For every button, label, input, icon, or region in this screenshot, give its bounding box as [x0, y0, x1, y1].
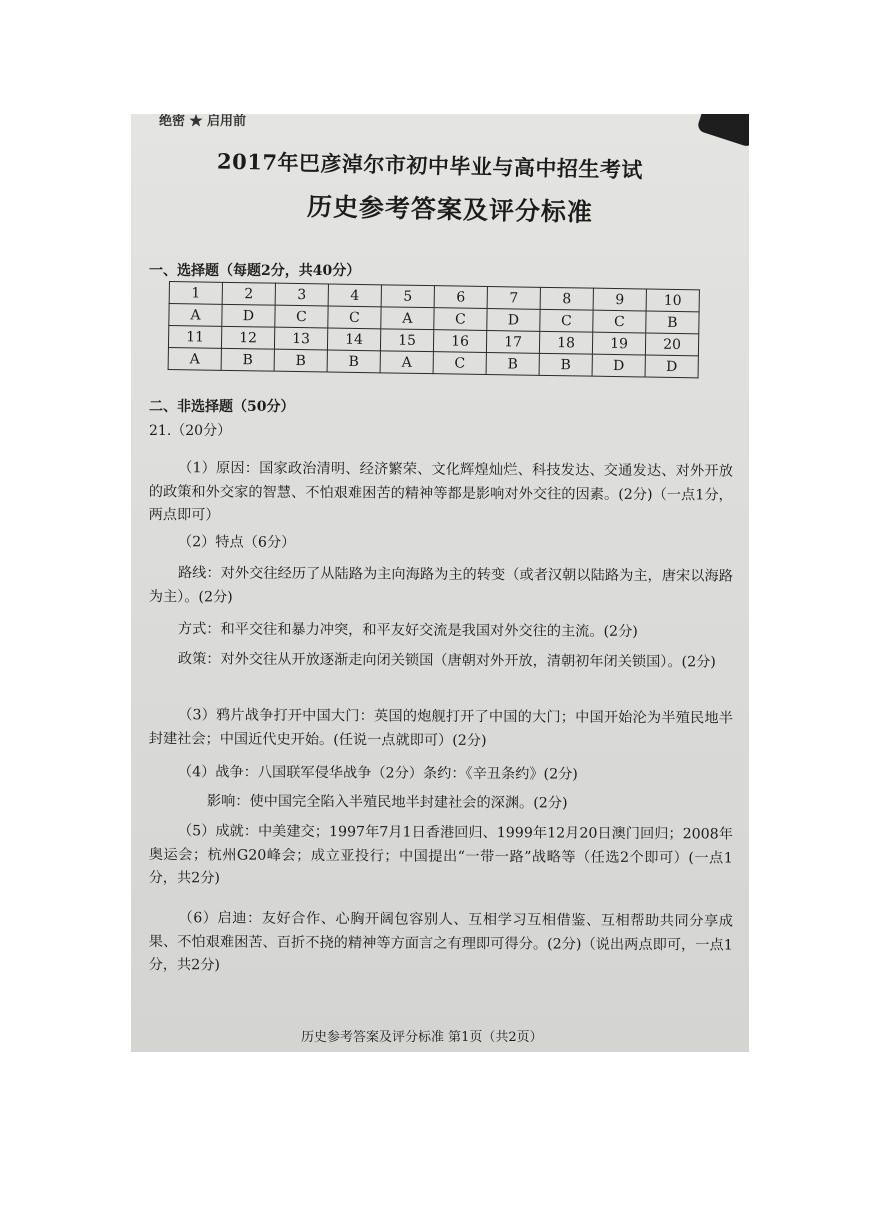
answer-table-cell: A: [381, 307, 434, 330]
answer-table-cell: 20: [645, 333, 698, 356]
answer-table: [168, 281, 700, 378]
answer-table-cell: 14: [327, 328, 380, 351]
answer-table-cell: 15: [380, 329, 433, 352]
answer-table-cell: 12: [221, 326, 274, 349]
answer-table-cell: 16: [433, 330, 486, 353]
answer-table-cell: D: [222, 304, 275, 327]
answer-table-cell: B: [327, 350, 380, 373]
paragraph-10: （6）启迪：友好合作、心胸开阔包容别人、互相学习互相借鉴、互相帮助共同分享成果、不怕艰难困苦、百折不挠的精神等方面言之有理即可得分。(2分)（说出两点即可，一点1分，共2分): [148, 910, 733, 974]
answer-table-cell: 13: [274, 327, 327, 350]
section2-heading: 二、非选择题（50分）: [149, 399, 295, 415]
answer-table-cell: 4: [328, 284, 381, 307]
answer-table-cell: 7: [487, 287, 540, 310]
answer-table-cell: C: [434, 308, 487, 331]
paragraph-6: （3）鸦片战争打开中国大门：英国的炮舰打开了中国的大门；中国开始沦为半殖民地半封建社会；中国近代史开始。(任说一点就即可）(2分): [148, 707, 733, 749]
answer-table-cell: 5: [381, 285, 434, 308]
paragraph-7: （4）战争：八国联军侵华战争（2分）条约：《辛丑条约》(2分): [177, 764, 578, 783]
answer-table-cell: B: [274, 349, 327, 372]
document-subtitle: 历史参考答案及评分标准: [306, 192, 594, 227]
answer-table-cell: 3: [275, 283, 328, 306]
paragraph-2: （2）特点（6分）: [177, 534, 296, 551]
exam-answer-photo: [131, 114, 749, 1052]
answer-table-cell: 8: [540, 287, 593, 310]
answer-table-cell: B: [486, 352, 539, 375]
document-title: 2017年巴彦淖尔市初中毕业与高中招生考试: [216, 148, 644, 183]
answer-table-cell: B: [221, 348, 274, 371]
answer-table-cell: C: [593, 310, 646, 333]
answer-table-cell: 19: [592, 332, 645, 355]
answer-table-cell: 6: [434, 286, 487, 309]
answer-table-cell: D: [645, 355, 698, 378]
answer-table-cell: D: [592, 354, 645, 377]
answer-table-cell: 2: [222, 282, 275, 305]
answer-table-cell: C: [328, 306, 381, 329]
paragraph-8: 影响：使中国完全陷入半殖民地半封建社会的深渊。(2分): [206, 793, 568, 812]
answer-table-cell: D: [487, 309, 540, 332]
answer-table-cell: 10: [646, 289, 699, 312]
answer-table-cell: C: [540, 309, 593, 332]
paragraph-3: 路线：对外交往经历了从陆路为主向海路为主的转变（或者汉朝以陆路为主，唐宋以海路为主）。(2分): [148, 565, 733, 606]
secret-mark: 绝密 ★ 启用前: [159, 114, 247, 129]
answer-table-cell: 17: [486, 330, 539, 353]
paragraph-5: 政策：对外交往从开放逐渐走向闭关锁国（唐朝对外开放，清朝初年闭关锁国）。(2分): [177, 651, 716, 671]
answer-table-cell: C: [433, 352, 486, 375]
page-footer: 历史参考答案及评分标准 第1页（共2页）: [301, 1030, 543, 1045]
paragraph-1: （1）原因：国家政治清明、经济繁荣、文化辉煌灿烂、科技发达、交通发达、对外开放的政策和外交家的智慧、不怕艰难困苦的精神等都是影响对外交往的因素。(2分)（一点1分，两点即可）: [148, 460, 733, 524]
answer-table-cell: 18: [539, 331, 592, 354]
answer-table-cell: A: [380, 351, 433, 374]
paragraph-4: 方式：和平交往和暴力冲突，和平友好交流是我国对外交往的主流。(2分): [177, 621, 638, 640]
answer-table-cell: A: [168, 347, 221, 370]
answer-table-cell: A: [169, 304, 222, 327]
paragraph-9: （5）成就：中美建交；1997年7月1日香港回归、1999年12月20日澳门回归；2008年奥运会；杭州G20峰会；成立亚投行；中国提出“一带一路”战略等（任选2个即可）(一点1分，共2分): [148, 823, 733, 887]
section1-heading: 一、选择题（每题2分，共40分）: [149, 263, 361, 279]
corner-shadow: [696, 114, 749, 148]
answer-table-cell: 11: [168, 326, 221, 349]
answer-table-cell: C: [275, 305, 328, 328]
answer-table-cell: B: [539, 353, 592, 376]
answer-table-cell: B: [646, 311, 699, 334]
question-21-label: 21.（20分）: [149, 423, 232, 439]
answer-table-cell: 9: [593, 288, 646, 311]
answer-table-cell: 1: [169, 282, 222, 305]
